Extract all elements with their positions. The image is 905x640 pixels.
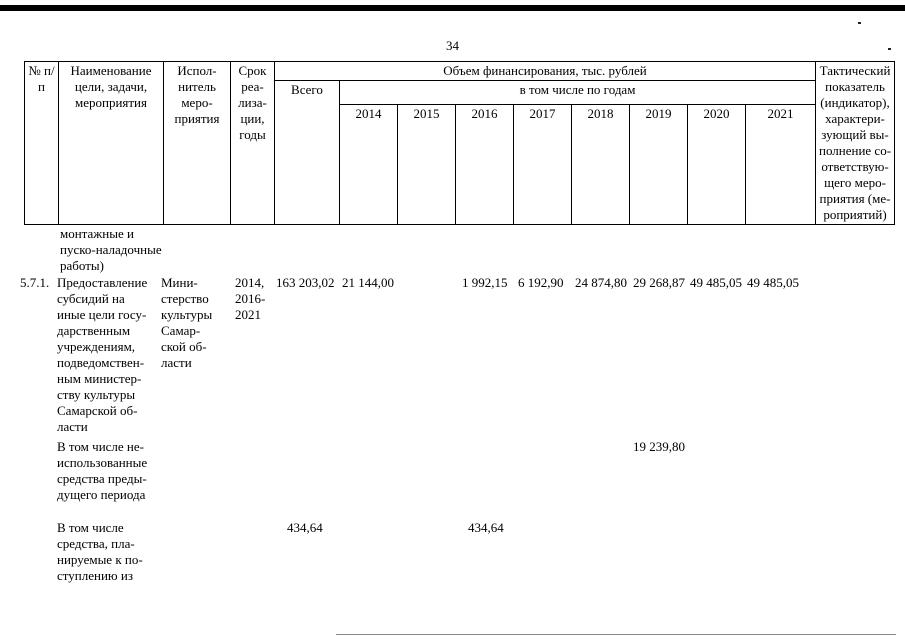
header-col-term: Срок реа-лиза-ции, годы xyxy=(231,62,275,225)
subrow-planned-total: 434,64 xyxy=(287,520,323,535)
header-year: 2015 xyxy=(398,105,456,225)
header-year: 2021 xyxy=(746,105,816,225)
header-year: 2018 xyxy=(572,105,630,225)
subrow-unused-name: В том числе не- использованные средства преды- дущего периода xyxy=(57,439,148,502)
subrow-unused-value-2019: 19 239,80 xyxy=(633,439,685,454)
row-value-2017: 6 192,90 xyxy=(518,275,564,290)
header-year: 2016 xyxy=(456,105,514,225)
header-col-total: Всего xyxy=(275,81,340,225)
header-year: 2014 xyxy=(340,105,398,225)
row-number: 5.7.1. xyxy=(20,275,50,290)
row-value-2014: 21 144,00 xyxy=(342,275,394,290)
row-executor: Мини- стерство культуры Самар- ской об- ласти xyxy=(161,275,213,370)
row-total-value: 163 203,02 xyxy=(276,275,335,290)
row-value-2019: 29 268,87 xyxy=(633,275,685,290)
row-value-2021: 49 485,05 xyxy=(747,275,799,290)
header-year: 2019 xyxy=(630,105,688,225)
header-col-funding: Объем финансирования, тыс. рублей xyxy=(275,62,816,81)
row-term: 2014, 2016- 2021 xyxy=(235,275,266,322)
bottom-edge-line xyxy=(336,634,896,635)
row-value-2016: 1 992,15 xyxy=(462,275,508,290)
row-value-2018: 24 874,80 xyxy=(575,275,627,290)
header-col-by-years: в том числе по годам xyxy=(340,81,816,105)
header-col-number: № п/п xyxy=(25,62,59,225)
row-value-2020: 49 485,05 xyxy=(690,275,742,290)
header-year: 2017 xyxy=(514,105,572,225)
scan-speck xyxy=(858,22,861,24)
subrow-planned-value-2016: 434,64 xyxy=(468,520,504,535)
financing-table-header xyxy=(24,61,895,225)
header-year: 2020 xyxy=(688,105,746,225)
header-col-executor: Испол-нитель меро-приятия xyxy=(164,62,231,225)
subrow-planned-name: В том числе средства, пла- нируемые к по- ступлению из xyxy=(57,520,143,583)
top-border-rule xyxy=(0,5,905,11)
continuation-text: монтажные и пуско-наладочные работы) xyxy=(60,226,162,273)
page-number: 34 xyxy=(446,38,459,53)
row-name: Предоставление субсидий на иные цели госу- дарственным учреждениям, подведомствен- ным министер- ству культуры Самарской об- ласти xyxy=(57,275,148,434)
header-col-name: Наименование цели, задачи, мероприятия xyxy=(59,62,164,225)
header-col-indicator: Тактический показатель (индикатор), характери-зующий вы-полнение со-ответствую-щего меро-приятия (ме-роприятий) xyxy=(816,62,895,225)
